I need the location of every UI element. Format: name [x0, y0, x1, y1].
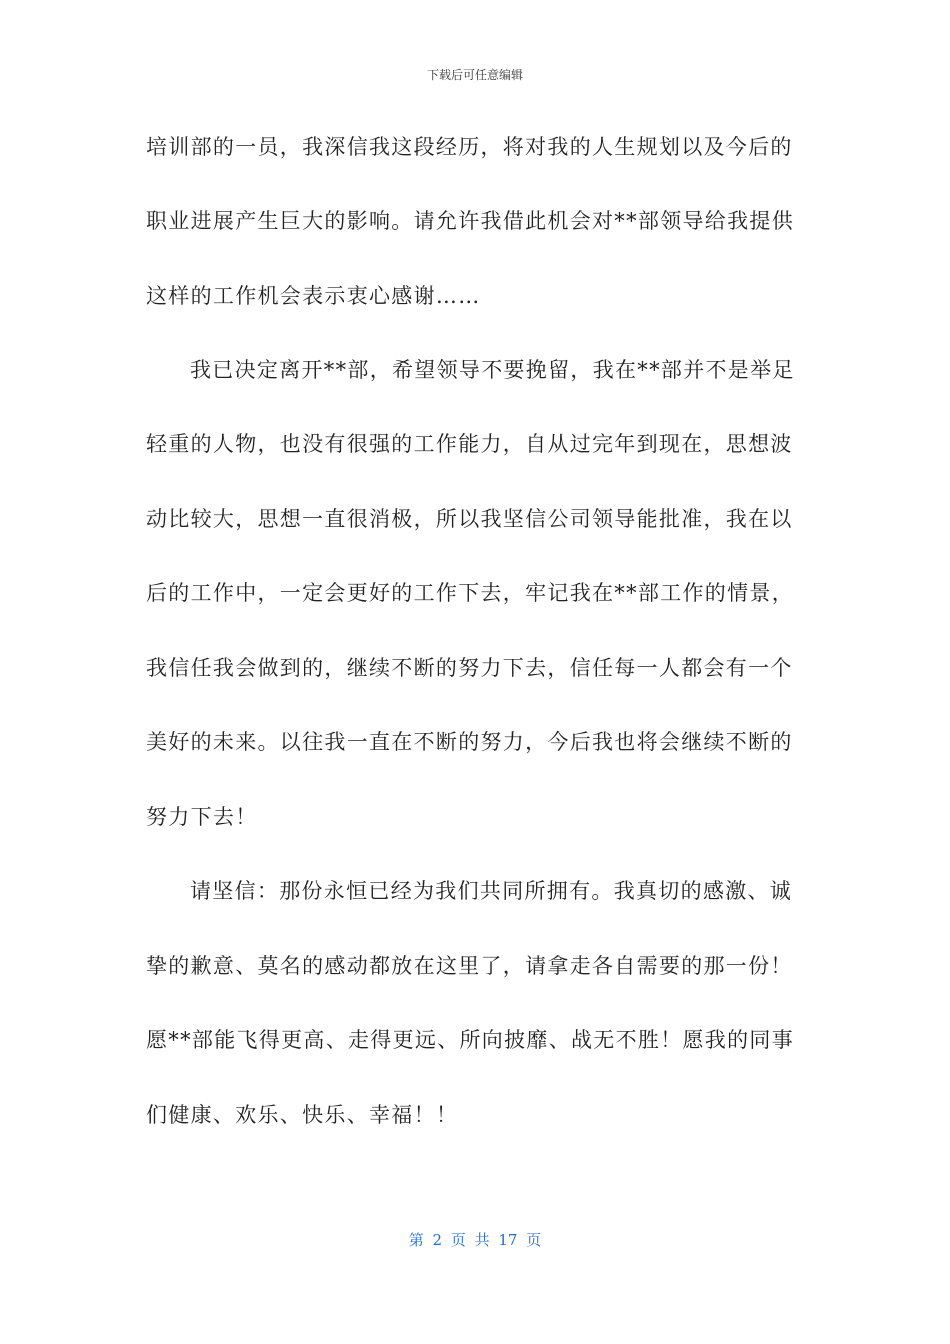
- text-line: 挚的歉意、莫名的感动都放在这里了，请拿走各自需要的那一份！: [146, 954, 793, 978]
- paragraph-start-line: 我已决定离开**部，希望领导不要挽留，我在**部并不是举足: [190, 358, 795, 382]
- page-footer: [0, 1229, 950, 1250]
- footer-label-di: 第: [408, 1231, 424, 1249]
- footer-label-ye: 页: [526, 1231, 542, 1249]
- text-line: 这样的工作机会表示衷心感谢……: [146, 284, 481, 308]
- text-line: 职业进展产生巨大的影响。请允许我借此机会对**部领导给我提供: [146, 209, 794, 233]
- text-line: 动比较大，思想一直很消极，所以我坚信公司领导能批准，我在以: [146, 507, 793, 531]
- footer-label-ye-gong: 页 共: [450, 1231, 490, 1249]
- text-line: 培训部的一员，我深信我这段经历，将对我的人生规划以及今后的: [146, 135, 793, 159]
- footer-page-current: 2: [432, 1231, 443, 1249]
- text-line: 们健康、欢乐、快乐、幸福！！: [146, 1103, 459, 1127]
- text-line: 努力下去！: [146, 805, 258, 829]
- text-line: 后的工作中，一定会更好的工作下去，牢记我在**部工作的情景，: [146, 581, 794, 605]
- text-line: 愿**部能飞得更高、走得更远、所向披靡、战无不胜！愿我的同事: [146, 1028, 794, 1052]
- footer-page-total: 17: [498, 1231, 518, 1249]
- text-line: 美好的未来。以往我一直在不断的努力，今后我也将会继续不断的: [146, 730, 793, 754]
- text-line: 我信任我会做到的，继续不断的努力下去，信任每一人都会有一个: [146, 656, 793, 680]
- text-line: 轻重的人物，也没有很强的工作能力，自从过完年到现在，思想波: [146, 432, 793, 456]
- paragraph-start-line: 请坚信：那份永恒已经为我们共同所拥有。我真切的感激、诚: [190, 879, 793, 903]
- page-header-note: 下载后可任意编辑: [426, 68, 523, 82]
